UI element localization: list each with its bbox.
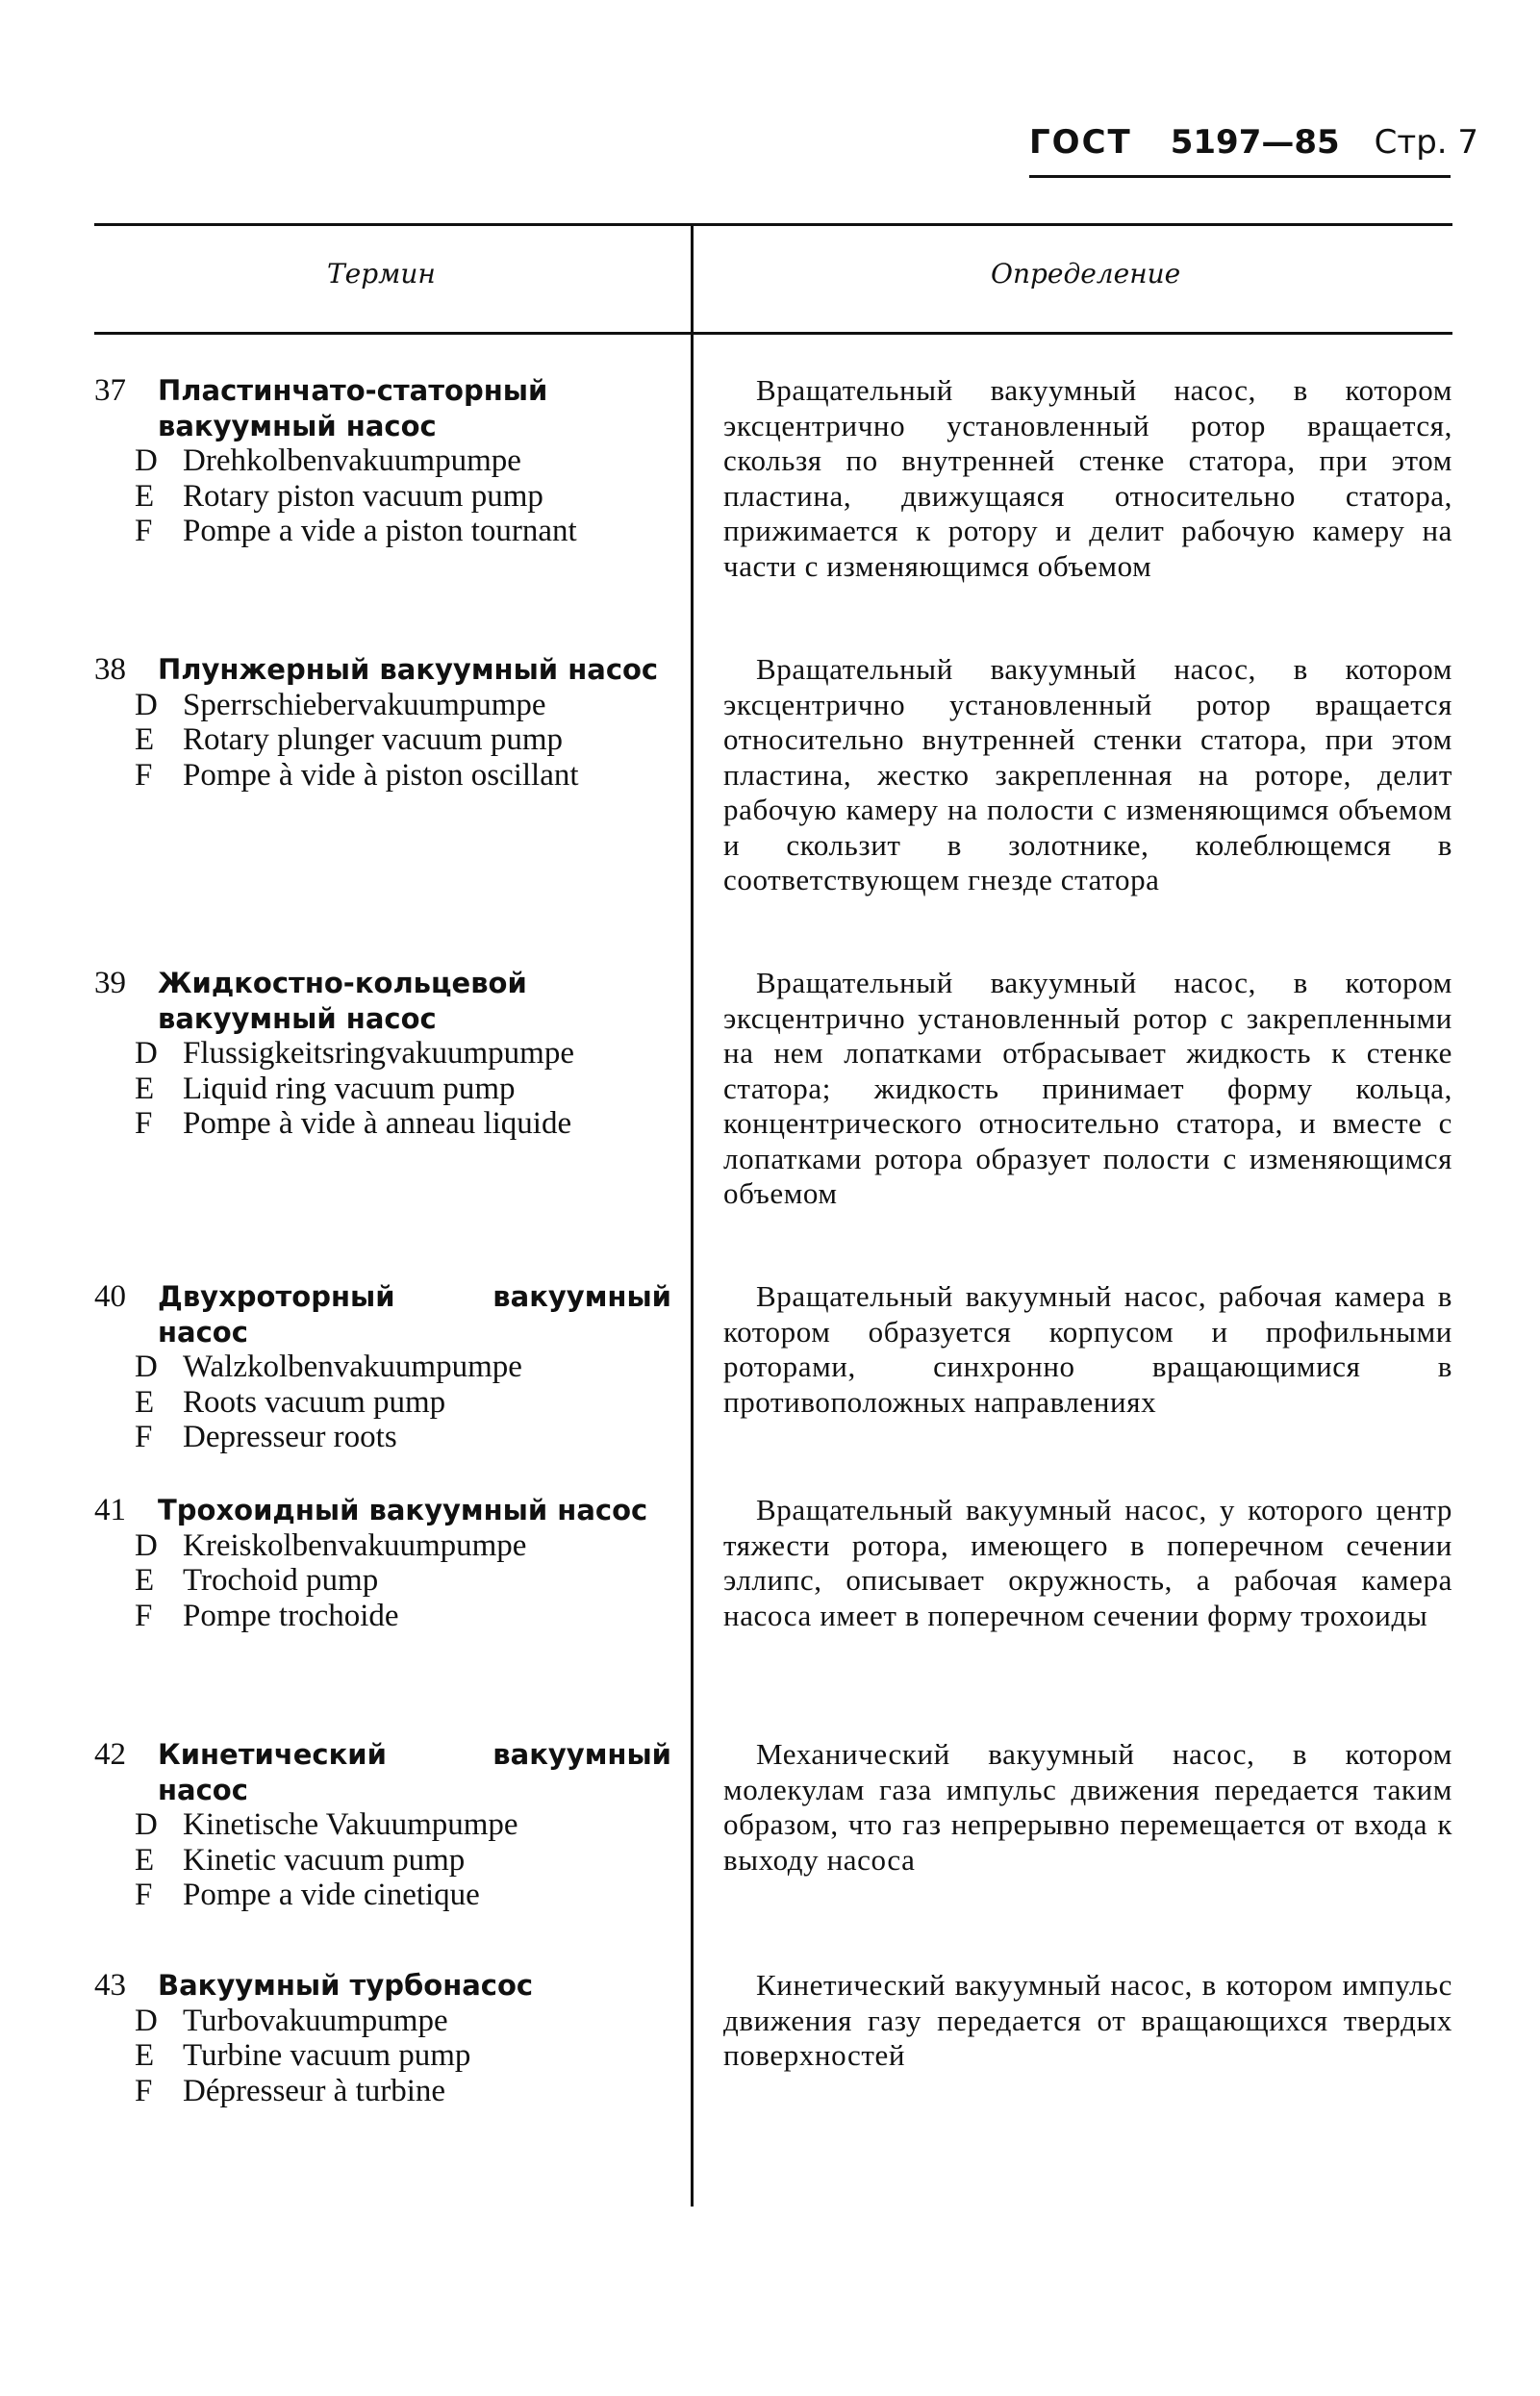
equivalent-text: Pompe à vide à anneau liquide [183,1106,572,1141]
equivalent-fr [94,2074,671,2109]
equivalent-en [94,722,671,758]
equivalent-text: Rotary piston vacuum pump [183,478,543,514]
equivalent-text: Turbine vacuum pump [183,2038,471,2073]
lang-code: E [135,1563,155,1598]
lang-code: E [135,2038,155,2073]
term-number: 38 [94,652,126,687]
equivalent-fr [94,1420,671,1455]
lang-code: D [135,1527,158,1563]
equivalent-de [94,688,671,723]
term-name: Кинетический вакуумный насос [158,1738,671,1806]
column-header-term: Термин [327,258,436,290]
lang-code: F [135,1598,153,1633]
equivalent-en [94,1072,671,1107]
equivalent-text: Pompe à vide à piston oscillant [183,757,579,793]
definition-39: Вращательный вакуумный насос, в котором эксцентрично установленный ротор с закрепленными на нем лопатками отбрасывает жидкость к стенке статора; жидкость принимает форму кольца, концентрического относительно статора, и вместе с лопатками ротора образует полости с изменяющимся объемом [723,966,1452,1210]
equivalent-en [94,1385,671,1421]
term-title [94,966,671,1036]
lang-code: F [135,1420,153,1454]
equivalent-fr [94,1878,671,1913]
column-header-definition: Определение [991,258,1181,290]
equivalent-text: Trochoid pump [183,1563,379,1598]
definition-38: Вращательный вакуумный насос, в котором эксцентрично установленный ротор вращается относительно внутренней стенки статора, при этом пластина, жестко закрепленная на роторе, делит рабочую камеру на полости с изменяющимся объемом и скользит в золотнике, колеблющемся в соответствующем гнезде статора [723,652,1452,896]
equivalent-text: Kinetic vacuum pump [183,1842,466,1878]
lang-code: E [135,1842,155,1878]
term-entry-39 [94,966,671,1142]
page-header [1029,123,1479,162]
equivalent-en [94,1563,671,1599]
equivalent-de [94,1528,671,1564]
term-name: Трохоидный вакуумный насос [158,1494,648,1526]
term-entry-43 [94,1968,671,2108]
equivalent-text: Pompe trochoide [183,1598,399,1633]
table-top-rule [94,223,1452,226]
equivalent-text: Kreiskolbenvakuumpumpe [183,1527,527,1563]
definition-37: Вращательный вакуумный насос, в котором эксцентрично установленный ротор вращается, скользя по внутренней стенке статора, при этом пластина, движущаяся относительно статора, прижимается к ротору и делит рабочую камеру на части с изменяющимся объемом [723,373,1452,583]
term-title [94,1968,671,2004]
column-divider [691,223,694,2207]
table-header-rule [94,332,1452,335]
equivalent-text: Rotary plunger vacuum pump [183,722,564,757]
page-number: Стр. 7 [1374,123,1479,162]
lang-code: F [135,757,153,793]
equivalent-text: Dépresseur à turbine [183,2073,446,2108]
lang-code: D [135,2003,158,2038]
equivalent-text: Sperrschiebervakuumpumpe [183,687,546,722]
term-name: Двухроторный вакуумный насос [158,1280,671,1349]
lang-code: D [135,1807,158,1842]
header-rule [1029,175,1451,178]
lang-code: F [135,1878,153,1912]
equivalent-text: Liquid ring vacuum pump [183,1071,516,1106]
lang-code: D [135,687,158,722]
equivalent-fr [94,514,671,549]
equivalent-fr [94,1599,671,1634]
equivalent-text: Walzkolbenvakuumpumpe [183,1349,522,1384]
equivalent-text: Flussigkeitsringvakuumpumpe [183,1036,574,1071]
term-entry-42 [94,1737,671,1913]
equivalent-de [94,1807,671,1843]
term-name: Пластинчато-статорный вакуумный насос [158,374,548,442]
equivalent-de [94,2004,671,2039]
term-number: 42 [94,1737,126,1772]
term-name: Жидкостно-кольцевой вакуумный насос [158,967,527,1035]
term-number: 41 [94,1493,126,1527]
lang-code: E [135,1384,155,1420]
lang-code: E [135,1071,155,1106]
equivalent-fr [94,1106,671,1142]
lang-code: F [135,2073,153,2108]
standard-label: ГОСТ [1029,123,1132,162]
lang-code: F [135,1106,153,1141]
term-title [94,652,671,688]
term-entry-41 [94,1493,671,1633]
term-number: 37 [94,373,126,408]
equivalent-text: Roots vacuum pump [183,1384,446,1420]
term-entry-40 [94,1279,671,1455]
equivalent-text: Turbovakuumpumpe [183,2003,448,2038]
term-number: 40 [94,1279,126,1314]
equivalent-text: Pompe a vide cinetique [183,1878,480,1912]
term-title [94,373,671,443]
term-number: 43 [94,1968,126,2003]
equivalent-fr [94,758,671,794]
equivalent-text: Depresseur roots [183,1420,397,1454]
equivalent-en [94,2038,671,2074]
lang-code: E [135,722,155,757]
equivalent-de [94,443,671,479]
term-entry-37 [94,373,671,549]
equivalent-de [94,1036,671,1072]
lang-code: D [135,1349,158,1384]
lang-code: D [135,1036,158,1071]
term-name: Вакуумный турбонасос [158,1969,534,2002]
equivalent-de [94,1349,671,1385]
definition-41: Вращательный вакуумный насос, у которого центр тяжести ротора, имеющего в поперечном сечении эллипс, описывает окружность, а рабочая камера насоса имеет в поперечном сечении форму трохоиды [723,1493,1452,1632]
term-entry-38 [94,652,671,793]
term-number: 39 [94,966,126,1000]
equivalent-text: Pompe a vide a piston tournant [183,514,577,548]
definition-40: Вращательный вакуумный насос, рабочая камера в котором образуется корпусом и профильными роторами, синхронно вращающимися в противоположных направлениях [723,1279,1452,1419]
lang-code: E [135,478,155,514]
term-title [94,1737,671,1807]
term-title [94,1279,671,1349]
term-title [94,1493,671,1528]
term-name: Плунжерный вакуумный насос [158,653,659,686]
equivalent-text: Kinetische Vakuumpumpe [183,1807,518,1842]
equivalent-text: Drehkolbenvakuumpumpe [183,443,521,478]
lang-code: D [135,443,158,478]
equivalent-en [94,1843,671,1879]
definition-42: Механический вакуумный насос, в котором молекулам газа импульс движения передается таким образом, что газ непрерывно перемещается от входа к выходу насоса [723,1737,1452,1877]
definition-43: Кинетический вакуумный насос, в котором импульс движения газу передается от вращающихся твердых поверхностей [723,1968,1452,2072]
standard-number: 5197—85 [1170,123,1340,162]
equivalent-en [94,479,671,515]
lang-code: F [135,514,153,548]
